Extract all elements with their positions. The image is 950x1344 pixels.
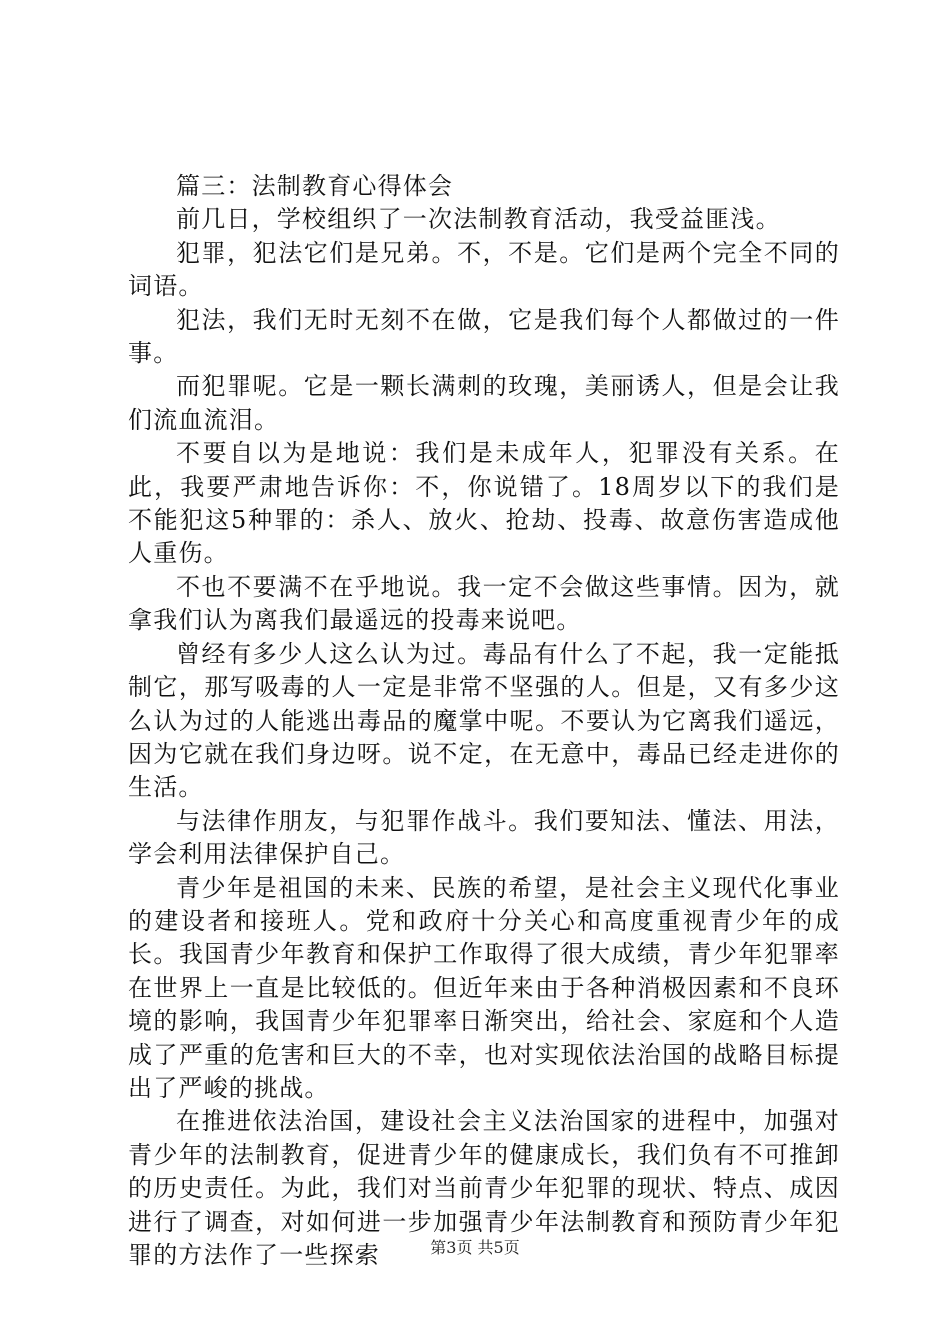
page-number: 第3页 共5页 bbox=[430, 1238, 520, 1257]
paragraph: 与法律作朋友，与犯罪作战斗。我们要知法、懂法、用法，学会利用法律保护自己。 bbox=[128, 806, 840, 869]
document-body bbox=[128, 170, 840, 1272]
section-title: 篇三：法制教育心得体会 bbox=[176, 172, 454, 200]
paragraph: 犯罪，犯法它们是兄弟。不，不是。它们是两个完全不同的词语。 bbox=[128, 238, 840, 301]
paragraph: 在推进依法治国，建设社会主义法治国家的进程中，加强对青少年的法制教育，促进青少年的健康成长，我们负有不可推卸的历史责任。为此，我们对当前青少年犯罪的现状、特点、成因进行了调查，对如何进一步加强青少年法制教育和预防青少年犯罪的方法作了一些探索 bbox=[128, 1107, 840, 1269]
paragraph: 犯法，我们无时无刻不在做，它是我们每个人都做过的一件事。 bbox=[128, 305, 840, 368]
paragraph: 而犯罪呢。它是一颗长满刺的玫瑰，美丽诱人，但是会让我们流血流泪。 bbox=[128, 372, 840, 434]
paragraph: 不也不要满不在乎地说。我一定不会做这些事情。因为，就拿我们认为离我们最遥远的投毒来说吧。 bbox=[128, 572, 840, 635]
paragraph: 前几日，学校组织了一次法制教育活动，我受益匪浅。 bbox=[176, 205, 781, 234]
paragraph: 青少年是祖国的未来、民族的希望，是社会主义现代化事业的建设者和接班人。党和政府十分关心和高度重视青少年的成长。我国青少年教育和保护工作取得了很大成绩，青少年犯罪率在世界上一直是比较低的。但近年来由于各种消极因素和不良环境的影响，我国青少年犯罪率日渐突出，给社会、家庭和个人造成了严重的危害和巨大的不幸，也对实现依法治国的战略目标提出了严峻的挑战。 bbox=[128, 873, 840, 1102]
paragraph: 不要自以为是地说：我们是未成年人，犯罪没有关系。在此，我要严肃地告诉你：不，你说错了。18周岁以下的我们是不能犯这5种罪的：杀人、放火、抢劫、投毒、故意伤害造成他人重伤。 bbox=[128, 439, 840, 568]
paragraph: 曾经有多少人这么认为过。毒品有什么了不起，我一定能抵制它，那写吸毒的人一定是非常不坚强的人。但是，又有多少这么认为过的人能逃出毒品的魔掌中呢。不要认为它离我们遥远，因为它就在我们身边呀。说不定，在无意中，毒品已经走进你的生活。 bbox=[128, 639, 840, 802]
